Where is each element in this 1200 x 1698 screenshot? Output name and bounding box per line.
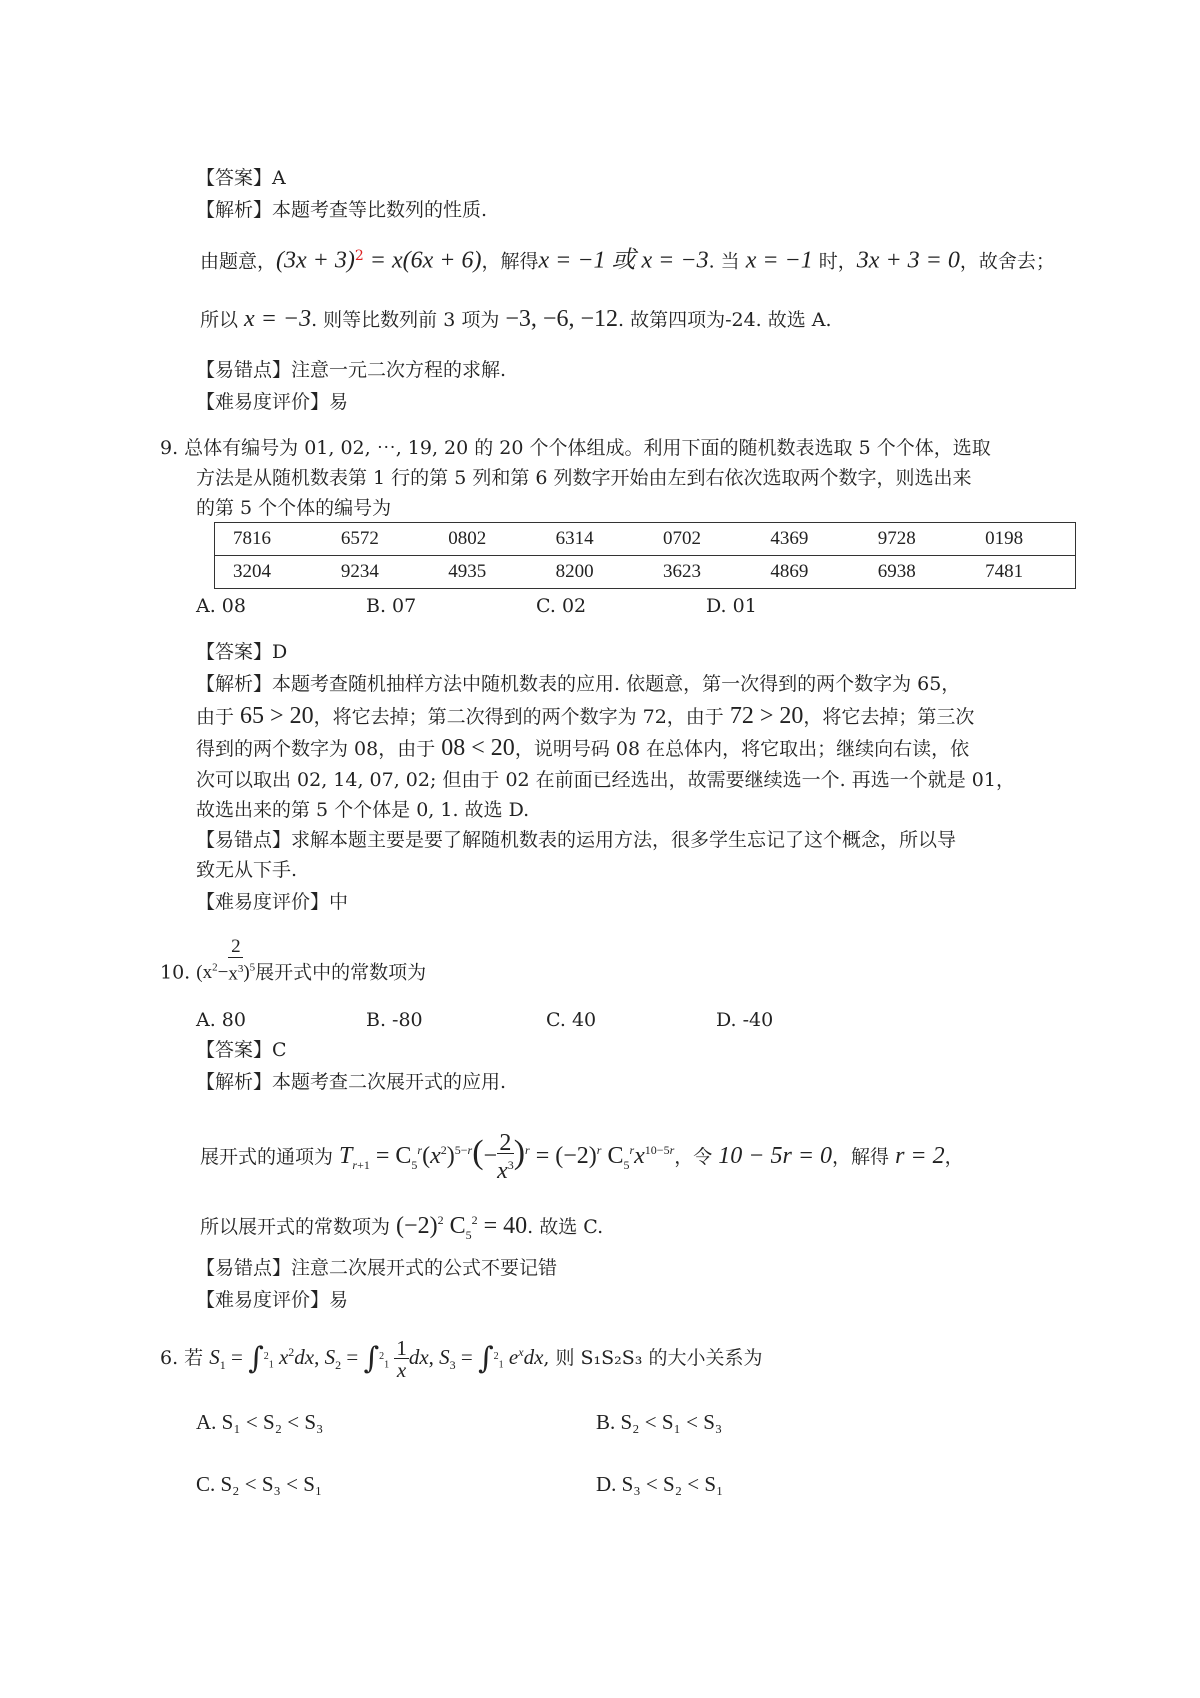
q6-option-b: B. S₂ < S₁ < S₃ [596,1410,723,1434]
q8-x-value: x = −3 [244,306,312,332]
q10-option-a: A. 80 [196,1009,246,1031]
q8-line2-mid: . 则等比数列前 3 项为 [311,309,506,331]
q9-option-b: B. 07 [366,595,417,617]
q10-mistake: 【易错点】注意二次展开式的公式不要记错 [196,1257,558,1279]
q9-analysis-5: 故选出来的第 5 个个体是 0, 1. 故选 D. [196,799,530,821]
q8-line1-end: ，故舍去； [959,250,1055,273]
q9-inequality-2: 72 > 20 [729,703,804,729]
q8-line1-pre: 由题意， [200,250,277,273]
q6-option-a: A. S₁ < S₂ < S₃ [196,1410,324,1434]
q9-a2-pre: 由于 [196,706,241,728]
q10-line1 [200,1130,964,1185]
q10-l1-mid: ，令 [674,1146,719,1168]
q6-option-d: D. S₃ < S₂ < S₁ [596,1472,724,1496]
q10-difficulty: 【难易度评价】易 [196,1289,349,1311]
q10-l1-end: ， [944,1146,964,1168]
q9-mistake-1: 【易错点】求解本题主要是要了解随机数表的运用方法，很多学生忘记了这个概念，所以导 [196,829,957,851]
q10-analysis: 【解析】本题考查二次展开式的应用. [196,1071,507,1093]
table-cell: 0802 [430,523,537,556]
q9-option-c: C. 02 [536,595,587,617]
q10-general-term: $T_{r+1} = C_5^r(x^2)^{5-r}(-$ $\frac{2}{x^3}$ )$^r = (-2)^r$ $C_5^rx^{10-5r}$ [339,1129,675,1184]
table-cell: 6938 [877,561,916,582]
q10-l2-end: . 故选 C. [527,1216,604,1238]
q9-analysis-3 [196,736,969,761]
random-number-table [214,522,1076,589]
q8-eq-right: = x(6x + 6) [363,247,482,274]
q9-a3-pre: 得到的两个数字为 08，由于 [196,738,442,760]
table-cell: 7816 [215,523,323,556]
q9-stem-3: 的第 5 个个体的编号为 [196,497,392,519]
q8-line2-end: . 故第四项为-24. 故选 A. [618,309,832,331]
table-row [215,556,1076,589]
q9-answer: 【答案】D [196,641,288,663]
q8-line1-when: . 当 [708,250,746,273]
q8-terms: −3, −6, −12 [505,306,618,332]
q10-l1-sol-pre: ，解得 [832,1146,896,1168]
q10-constant-expr: $(-2)^2$ $C_5^2$ [396,1213,478,1242]
q8-mistake: 【易错点】注意一元二次方程的求解. [196,359,507,381]
q8-eq-left: (3x + 3) [276,247,355,274]
q10-number: 10. [160,961,191,984]
q10-l1-pre: 展开式的通项为 [200,1146,340,1168]
table-cell: 9234 [340,561,379,582]
q9-analysis-4: 次可以取出 02, 14, 07, 02; 但由于 02 在前面已经选出，故需要继续选一个. 再选一个就是 01， [196,769,1015,791]
q10-constant-value: = 40 [477,1213,528,1239]
q10-stem-end: 展开式中的常数项为 [255,961,427,984]
q9-analysis-1: 【解析】本题考查随机抽样方法中随机数表的应用. 依题意，第一次得到的两个数字为 65， [196,673,961,695]
q6-number: 6. 若 [160,1347,204,1369]
table-cell: 9728 [860,523,967,556]
table-cell: 4935 [448,561,487,582]
table-cell: 3623 [662,561,701,582]
table-row [215,523,1076,556]
q10-option-d: D. -40 [716,1009,774,1031]
q9-stem-2: 方法是从随机数表第 1 行的第 5 列和第 6 列数字开始由左到右依次选取两个数字，则选出来 [196,467,972,489]
q10-l2-pre: 所以展开式的常数项为 [200,1216,397,1238]
q10-solution: r = 2 [895,1143,945,1169]
table-cell: 3204 [233,561,271,582]
table-cell: 6572 [323,523,430,556]
q9-stem-1: 9. 总体有编号为 01, 02, ⋯, 19, 20 的 20 个个体组成。利用下面的随机数表选取 5 个个体，选取 [160,437,991,459]
q10-equation: 10 − 5r = 0 [718,1143,833,1169]
table-cell: 6314 [538,523,645,556]
q8-condition: x = −1 [745,247,813,274]
q6-tail: , 则 S₁S₂S₃ 的大小关系为 [543,1347,763,1369]
q8-expr: 3x + 3 = 0 [856,247,960,274]
q9-difficulty: 【难易度评价】中 [196,891,349,913]
q9-a2-mid: ，将它去掉；第二次得到的两个数字为 72，由于 [313,706,730,728]
q8-analysis: 【解析】本题考查等比数列的性质. [196,199,488,221]
q10-option-c: C. 40 [546,1009,597,1031]
q10-expression: ($x^2-$ $\frac{2}{x^3}$ )$^5$ [196,935,256,985]
q8-solutions: x = −1 或 x = −3 [538,247,709,274]
q10-answer: 【答案】C [196,1039,287,1061]
table-cell: 0702 [645,523,752,556]
q9-a2-end: ，将它去掉；第三次 [803,706,975,728]
table-cell: 4369 [752,523,859,556]
table-cell: 8200 [555,561,594,582]
q6-stem [160,1330,762,1387]
q9-mistake-2: 致无从下手. [196,859,298,881]
q6-option-c: C. S₂ < S₃ < S₁ [196,1472,323,1496]
table-cell: 7481 [985,561,1024,582]
table-cell: 0198 [967,523,1075,556]
q8-line1 [200,244,1055,273]
q8-line2 [200,307,832,332]
q6-integrals: $S_1 = \int^2_1$ $x^2dx$, $S_2 = \int^2_1$ $\frac{1}{x}$ dx, $S_3 = \int^2_1$ $e^xdx$ [209,1335,544,1382]
q8-difficulty: 【难易度评价】易 [196,391,349,413]
q9-inequality-1: 65 > 20 [240,703,314,729]
q9-option-d: D. 01 [706,595,757,617]
q9-option-a: A. 08 [196,595,246,617]
q8-line1-time: 时， [812,250,857,273]
q8-line1-mid: ，解得 [481,250,539,273]
q10-stem [160,935,427,985]
q9-analysis-2 [196,704,974,729]
q8-eq-exponent: 2 [354,248,364,264]
q8-line2-pre: 所以 [200,309,245,331]
q10-line2 [200,1208,603,1247]
q9-inequality-3: 08 < 20 [441,735,515,761]
q9-a3-end: ，说明号码 08 在总体内，将它取出；继续向右读，依 [514,738,970,760]
q8-answer: 【答案】A [196,167,286,189]
q10-option-b: B. -80 [366,1009,423,1031]
table-cell: 4869 [770,561,809,582]
